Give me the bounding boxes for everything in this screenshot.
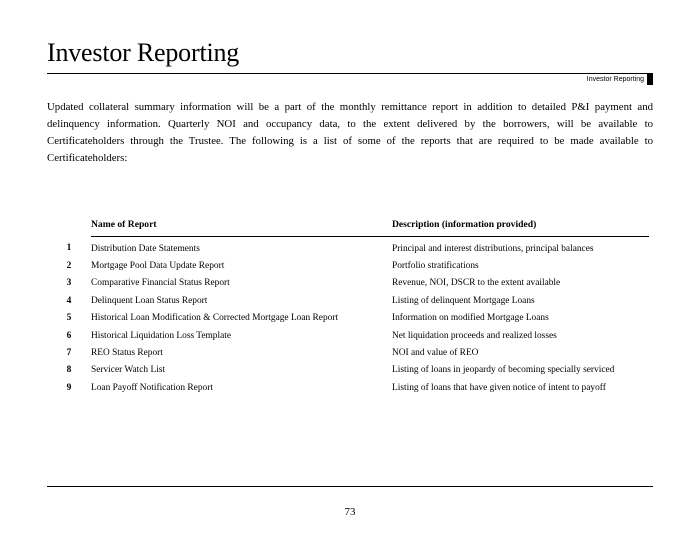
- report-name: Mortgage Pool Data Update Report: [91, 261, 225, 272]
- row-number: 8: [66, 365, 72, 376]
- row-number: 1: [66, 243, 72, 254]
- row-number: 7: [66, 348, 72, 359]
- report-name: Historical Loan Modification & Corrected Mortgage Loan Report: [91, 313, 339, 324]
- section-tag: [587, 74, 653, 85]
- section-tag-label: Investor Reporting: [586, 76, 644, 83]
- report-name: Delinquent Loan Status Report: [91, 295, 208, 306]
- report-name: Comparative Financial Status Report: [91, 278, 230, 289]
- table-row: [47, 237, 649, 258]
- table-row: [47, 275, 649, 292]
- reports-table: [47, 219, 649, 397]
- table-row: [47, 379, 649, 396]
- table-row: [47, 292, 649, 309]
- table-row: [47, 362, 649, 379]
- table-row: [47, 257, 649, 274]
- row-number: 9: [66, 382, 72, 393]
- table-row: [47, 327, 649, 344]
- table-row: [47, 310, 649, 327]
- report-description: Net liquidation proceeds and realized losses: [392, 330, 557, 341]
- title-rule: [47, 73, 653, 74]
- report-name: Servicer Watch List: [91, 365, 166, 376]
- row-number: 3: [66, 278, 72, 289]
- row-number: 6: [66, 330, 72, 341]
- report-description: Revenue, NOI, DSCR to the extent available: [392, 278, 561, 289]
- report-name: Distribution Date Statements: [91, 243, 200, 254]
- header-description: Description (information provided): [392, 219, 649, 237]
- report-description: Listing of loans that have given notice of intent to payoff: [392, 382, 606, 393]
- report-name: REO Status Report: [91, 348, 163, 359]
- row-number: 2: [66, 261, 72, 272]
- table-row: [47, 344, 649, 361]
- report-description: Principal and interest distributions, principal balances: [392, 243, 594, 254]
- report-name: Historical Liquidation Loss Template: [91, 330, 232, 341]
- report-name: Loan Payoff Notification Report: [91, 382, 213, 393]
- intro-paragraph: Updated collateral summary information will be a part of the monthly remittance report in addition to detailed P&I payment and delinquency information. Quarterly NOI and occupancy data, to the extent delivered by the borrowers, will be available to Certificateholders through the Trustee. The following is a list of some of the reports that are required to be made available to Certificateholders:: [47, 101, 653, 164]
- header-number: [47, 219, 91, 237]
- table-header-row: [47, 219, 649, 237]
- header-report-name: Name of Report: [91, 219, 392, 237]
- section-tag-block: [647, 74, 653, 85]
- footer-rule: [47, 486, 653, 487]
- page-title: Investor Reporting: [47, 38, 240, 67]
- report-description: NOI and value of REO: [392, 348, 479, 359]
- row-number: 5: [66, 313, 72, 324]
- report-description: Information on modified Mortgage Loans: [392, 313, 549, 324]
- row-number: 4: [66, 295, 72, 306]
- report-description: Portfolio stratifications: [392, 261, 479, 272]
- report-description: Listing of loans in jeopardy of becoming specially serviced: [392, 365, 615, 376]
- report-description: Listing of delinquent Mortgage Loans: [392, 295, 535, 306]
- page-number: 73: [344, 506, 356, 518]
